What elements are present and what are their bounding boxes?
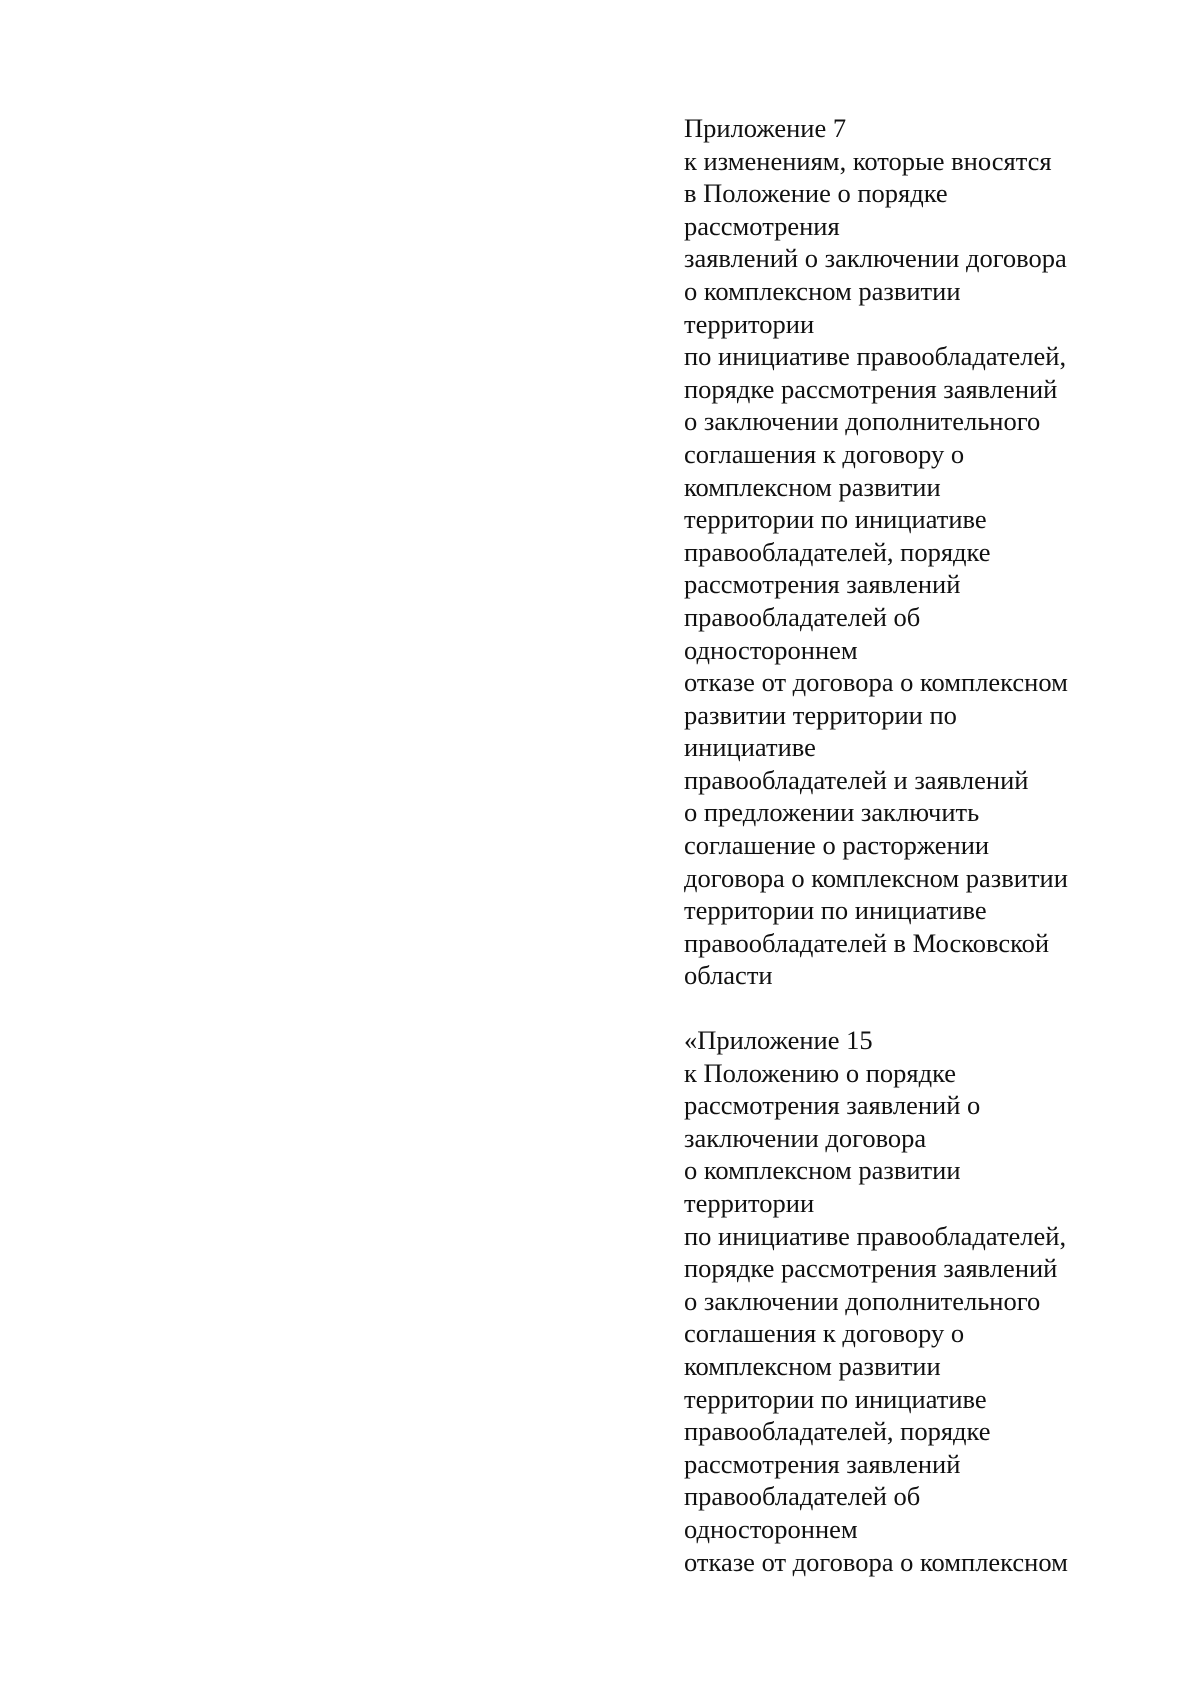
appendix-7-line: правообладателей в Московской <box>684 927 1050 958</box>
appendix-15-line: о заключении дополнительного <box>684 1285 1041 1316</box>
appendix-7-line: территории по инициативе <box>684 895 987 926</box>
appendix-15-line: к Положению о порядке <box>684 1057 957 1088</box>
appendix-7-line: одностороннем <box>684 634 858 665</box>
appendix-15-line: о комплексном развитии <box>684 1155 961 1186</box>
appendix-15-line: рассмотрения заявлений о <box>684 1090 981 1121</box>
appendix-15-line: правообладателей об <box>684 1481 921 1512</box>
appendix-7-line: правообладателей об <box>684 601 921 632</box>
appendix-7-line: по инициативе правообладателей, <box>684 341 1067 372</box>
appendix-7-line: комплексном развитии <box>684 471 941 502</box>
appendix-15-header <box>684 1024 1184 1578</box>
appendix-15-line: соглашения к договору о <box>684 1318 965 1349</box>
appendix-7-line: к изменениям, которые вносятся <box>684 145 1052 176</box>
appendix-15-line: правообладателей, порядке <box>684 1416 991 1447</box>
appendix-15-line: отказе от договора о комплексном <box>684 1546 1068 1577</box>
appendix-7-line: области <box>684 960 773 991</box>
appendix-7-line: правообладателей, порядке <box>684 536 991 567</box>
appendix-7-line: договора о комплексном развитии <box>684 862 1068 893</box>
appendix-15-line: порядке рассмотрения заявлений <box>684 1253 1058 1284</box>
appendix-15-line: одностороннем <box>684 1513 858 1544</box>
appendix-7-line: правообладателей и заявлений <box>684 764 1029 795</box>
appendix-15-line: заключении договора <box>684 1122 927 1153</box>
appendix-7-line: заявлений о заключении договора <box>684 243 1067 274</box>
appendix-7-line: порядке рассмотрения заявлений <box>684 373 1058 404</box>
appendix-7-line: инициативе <box>684 732 816 763</box>
appendix-7-line: соглашение о расторжении <box>684 830 990 861</box>
appendix-7-header <box>684 112 1184 992</box>
appendix-7-line: развитии территории по <box>684 699 957 730</box>
appendix-15-line: территории по инициативе <box>684 1383 987 1414</box>
appendix-7-line: рассмотрения заявлений <box>684 569 961 600</box>
appendix-15-line: рассмотрения заявлений <box>684 1448 961 1479</box>
appendix-7-line: территории по инициативе <box>684 504 987 535</box>
appendix-7-line: соглашения к договору о <box>684 438 965 469</box>
appendix-15-line: комплексном развитии <box>684 1350 941 1381</box>
appendix-7-title: Приложение 7 <box>684 113 847 143</box>
appendix-7-line: в Положение о порядке <box>684 178 948 209</box>
appendix-7-line: рассмотрения <box>684 210 840 241</box>
appendix-7-line: о комплексном развитии <box>684 275 961 306</box>
appendix-7-line: о предложении заключить <box>684 797 980 828</box>
appendix-15-line: территории <box>684 1187 815 1218</box>
appendix-15-title: «Приложение 15 <box>684 1025 873 1055</box>
appendix-7-line: отказе от договора о комплексном <box>684 667 1068 698</box>
appendix-7-line: территории <box>684 308 815 339</box>
appendix-7-line: о заключении дополнительного <box>684 406 1041 437</box>
appendix-15-line: по инициативе правообладателей, <box>684 1220 1067 1251</box>
